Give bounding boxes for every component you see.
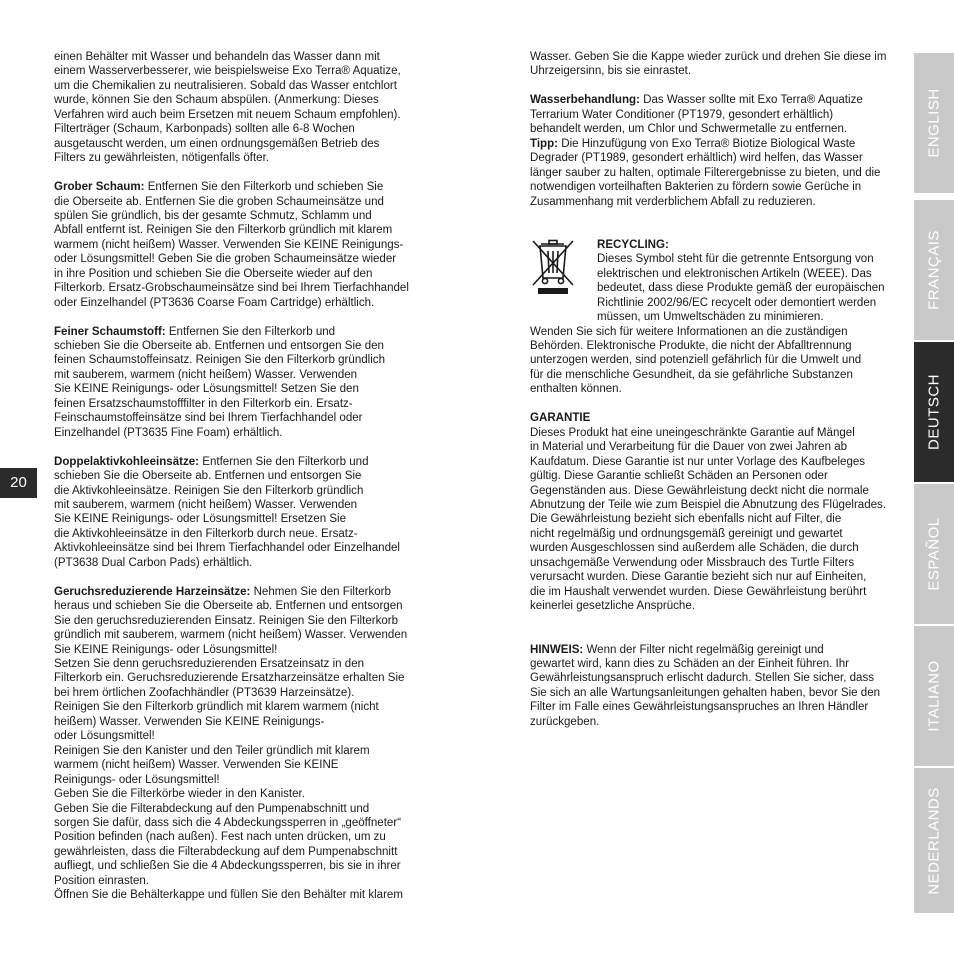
tab-francais[interactable] xyxy=(914,200,954,340)
tab-italiano-label: ITALIANO xyxy=(925,660,943,732)
heading-recycling: RECYCLING: xyxy=(597,238,669,251)
paragraph-warranty: GARANTIE Dieses Produkt hat eine uneingeschränkte Garantie auf Mängel in Material und Verarbeitung für die Dauer von zwei Jahren ab Kaufdatum. Diese Garantie ist nur unter Vorlage des Kaufbeleges gültig. Diese Garantie schließt Schäden an Personen oder Gegenständen aus. Diese Gewährleistung deckt nicht die normale Abnutzung der Teile wie zum Beispiel die Abnutzung des Flügelrades. Die Gewährleistung bezieht sich ebenfalls nicht auf Filter, die nicht regelmäßig und ordnungsgemäß gereinigt und gewartet wurden Ausgeschlossen sind außerdem alle Schäden, die durch unsachgemäße Verwendung oder Missbrauch des Turtle Filters verursacht wurden. Diese Garantie bezieht sich nur auf Einheiten, die im Haushalt verwendet wurden. Diese Gewährleistung berührt keinerlei gesetzliche Ansprüche. xyxy=(530,412,887,613)
heading-note: HINWEIS: xyxy=(530,643,584,656)
recycling-section xyxy=(530,238,900,325)
tab-italiano[interactable] xyxy=(914,626,954,766)
paragraph-recycling: RECYCLING: Dieses Symbol steht für die getrennte Entsorgung von elektrischen und elektronischen Artikeln (WEEE). Das bedeutet, dass diese Produkte gemäß der europäischen Richtlinie 2002/96/EC recycelt oder demontiert werden müssen, um Umweltschäden zu minimieren. xyxy=(597,238,885,324)
heading-coarse-foam: Grober Schaum: xyxy=(54,181,145,194)
paragraph-continued: Wasser. Geben Sie die Kappe wieder zurück und drehen Sie diese im Uhrzeigersinn, bis sie einrastet. xyxy=(530,51,887,78)
tab-deutsch-label: DEUTSCH xyxy=(925,373,943,451)
tab-nederlands[interactable] xyxy=(914,768,954,913)
paragraph-fine-foam: Feiner Schaumstoff: Entfernen Sie den Filterkorb und schieben Sie die Oberseite ab. Entfernen und entsorgen Sie den feinen Schaumstoffeinsatz. Reinigen Sie den Filterkorb gründlich mit sauberem, warmem (nicht heißem) Wasser. Verwenden Sie KEINE Reinigungs- oder Lösungsmittel! Setzen Sie den feinen Ersatzschaumstofffilter in den Filterkorb ein. Ersatz- Feinschaumstoffeinsätze sind bei Ihrem Tierfachhandel oder Einzelhandel (PT3635 Fine Foam) erhältlich. xyxy=(54,325,385,439)
crossed-out-wheelie-bin-icon xyxy=(530,238,576,296)
page-number: 20 xyxy=(0,468,37,498)
heading-water-treatment: Wasserbehandlung: xyxy=(530,94,640,107)
heading-odor-resin: Geruchsreduzierende Harzeinsätze: xyxy=(54,585,251,598)
paragraph-water-treatment: Wasserbehandlung: Das Wasser sollte mit Exo Terra® Aquatize Terrarium Water Conditioner (PT1979, gesondert erhältlich) behandelt werden, um Chlor und Schwermetalle zu entfernen. xyxy=(530,94,863,136)
paragraph-dual-carbon: Doppelaktivkohleeinsätze: Entfernen Sie den Filterkorb und schieben Sie die Oberseite ab. Entfernen und entsorgen Sie die Aktivkohleeinsätze. Reinigen Sie den Filterkorb gründlich mit sauberem, warmem (nicht heißem) Wasser. Verwenden Sie KEINE Reinigungs- oder Lösungsmittel! Ersetzen Sie die Aktivkohleeinsätze in den Filterkorb durch neue. Ersatz- Aktivkohleeinsätze sind bei Ihrem Tierfachhandel oder Einzelhandel (PT3638 Dual Carbon Pads) erhältlich. xyxy=(54,455,400,569)
tab-english[interactable] xyxy=(914,53,954,193)
tab-espanol[interactable] xyxy=(914,484,954,624)
tab-english-label: ENGLISH xyxy=(925,88,943,158)
left-column xyxy=(54,50,424,903)
paragraph-tip: Tipp: Die Hinzufügung von Exo Terra® Biotize Biological Waste Degrader (PT1989, gesondert erhältlich) wird helfen, das Wasser länger sauber zu halten, optimale Filterergebnisse zu bieten, und die notwendigen vorteilhaften Bakterien zu fördern sowie Gerüche in Zusammenhang mit verderblichem Abfall zu reduzieren. xyxy=(530,137,881,208)
paragraph-intro: einen Behälter mit Wasser und behandeln das Wasser dann mit einem Wasserverbesserer, wie beispielsweise Exo Terra® Aquatize, um die Chemikalien zu neutralisieren. Sobald das Wasser entchlort wurde, können Sie den Schaum abspülen. (Anmerkung: Dieses Verfahren wird auch beim Ersetzen mit neuem Schaum empfohlen). Filterträger (Schaum, Karbonpads) sollten alle 6-8 Wochen ausgetauscht werden, um einen ordnungsgemäßen Betrieb des Filters zu gewährleisten, nötigenfalls öfter. xyxy=(54,51,401,165)
paragraph-coarse-foam: Grober Schaum: Entfernen Sie den Filterkorb und schieben Sie die Oberseite ab. Entfernen Sie die groben Schaumeinsätze und spülen Sie gründlich, bis der gesamte Schmutz, Schlamm und Abfall entfernt ist. Reinigen Sie den Filterkorb gründlich mit klarem warmem (nicht heißem) Wasser. Verwenden Sie KEINE Reinigungs- oder Lösungsmittel! Geben Sie die groben Schaumeinsätze wieder in ihre Position und schieben Sie die Oberseite wieder auf den Filterkorb. Ersatz-Grobschaumeinsätze sind bei Ihrem Tierfachhandel oder Einzelhandel (PT3636 Coarse Foam Cartridge) erhältlich. xyxy=(54,181,409,309)
tab-deutsch[interactable] xyxy=(914,342,954,482)
right-column xyxy=(530,50,900,729)
paragraph-recycling-info: Wenden Sie sich für weitere Informationen an die zuständigen Behörden. Elektronische Produkte, die nicht der Abfalltrennung unterzogen werden, sind potenziell gefährlich für die Umwelt und für die menschliche Gesundheit, da sie gefährliche Substanzen enthalten können. xyxy=(530,325,862,396)
paragraph-note: HINWEIS: Wenn der Filter nicht regelmäßig gereinigt und gewartet wird, kann dies zu Schäden an der Einheit führen. Ihr Gewährleistungsanspruch erlischt dadurch. Stellen Sie sicher, dass Sie sich an alle Wartungsanleitungen gehalten haben, bevor Sie den Filter im Falle eines Gewährleistungsanspruches an Ihren Händler zurückgeben. xyxy=(530,643,881,728)
paragraph-odor-resin: Geruchsreduzierende Harzeinsätze: Nehmen Sie den Filterkorb heraus und schieben Sie die Oberseite ab. Entfernen und entsorgen Sie den geruchsreduzierenden Einsatz. Reinigen Sie den Filterkorb gründlich mit sauberem, warmem (nicht heißem) Wasser. Verwenden Sie KEINE Reinigungs- oder Lösungsmittel! Setzen Sie denn geruchsreduzierenden Ersatzeinsatz in den Filterkorb ein. Geruchsreduzierende Ersatzharzeinsätze erhalten Sie bei hrem örtlichen Zoofachhändler (PT3639 Harzeinsätze). Reinigen Sie den Filterkorb gründlich mit klarem warmem (nicht heißem) Wasser. Verwenden Sie KEINE Reinigungs- oder Lösungsmittel! Reinigen Sie den Kanister und den Teiler gründlich mit klarem warmem (nicht heißem) Wasser. Verwenden Sie KEINE Reinigungs- oder Lösungsmittel! Geben Sie die Filterkörbe wieder in den Kanister. Geben Sie die Filterabdeckung auf den Pumpenabschnitt und sorgen Sie dafür, dass sich die 4 Abdeckungssperren in „geöffneter“ Position befinden (nach außen). Fest nach unten drücken, um zu gewährleisten, dass die Filterabdeckung auf dem Pumpenabschnitt aufliegt, und schließen Sie die 4 Abdeckungssperren, bis sie in ihrer Position einrasten. Öffnen Sie die Behälterkappe und füllen Sie den Behälter mit klarem xyxy=(54,585,408,902)
heading-tip: Tipp: xyxy=(530,137,559,150)
tab-espanol-label: ESPAÑOL xyxy=(925,517,943,591)
heading-warranty: GARANTIE xyxy=(530,412,591,425)
heading-dual-carbon: Doppelaktivkohleeinsätze: xyxy=(54,455,200,468)
heading-fine-foam: Feiner Schaumstoff: xyxy=(54,325,166,338)
tab-nederlands-label: NEDERLANDS xyxy=(925,786,943,895)
tab-francais-label: FRANÇAIS xyxy=(925,230,943,310)
